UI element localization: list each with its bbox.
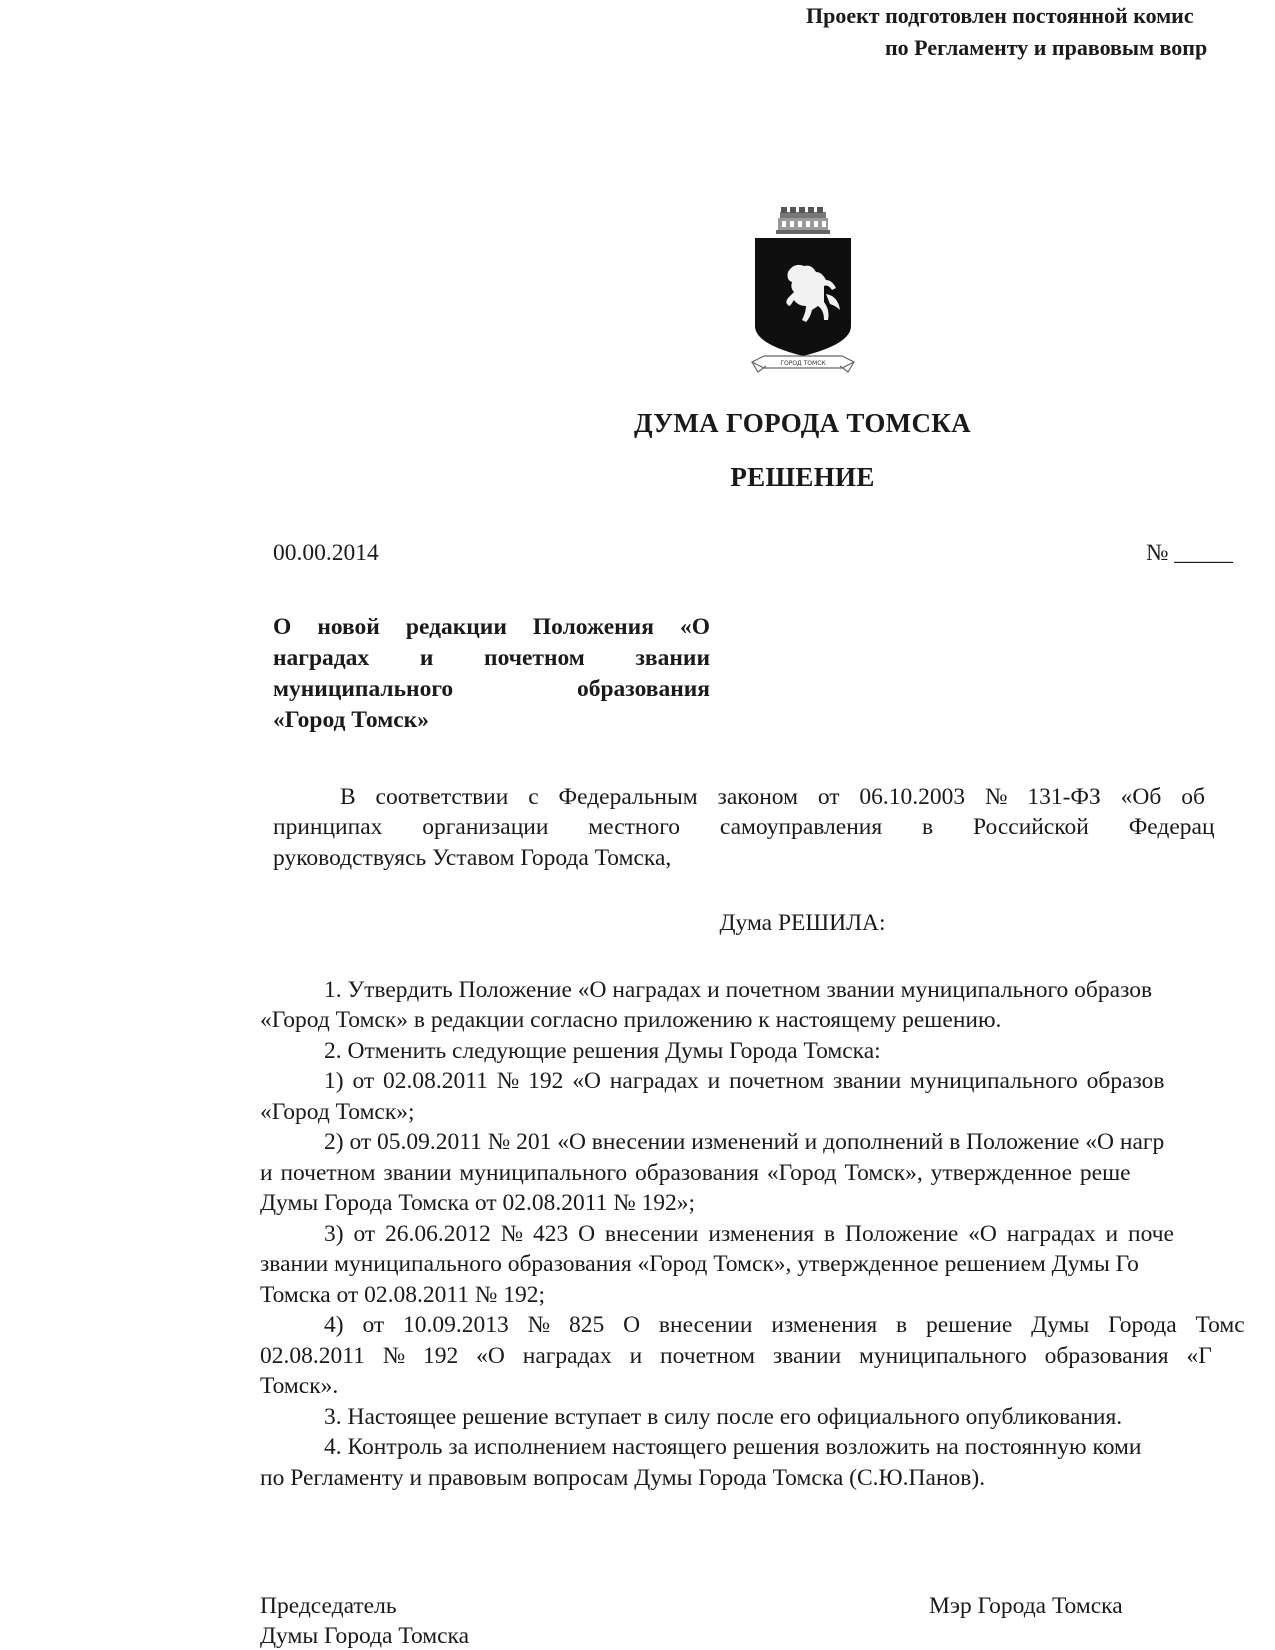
decided-heading: Дума РЕШИЛА: xyxy=(719,910,886,936)
tomsk-coat-of-arms-icon xyxy=(750,206,856,378)
project-note-line-1: Проект подготовлен постоянной комис xyxy=(806,3,1194,28)
body-line: Думы Города Томска от 02.08.2011 № 192»; xyxy=(260,1190,696,1216)
decision-number: № _____ xyxy=(1146,540,1234,566)
preamble-line: руководствуясь Уставом Города Томска, xyxy=(273,845,672,871)
body-line: и почетном звании муниципального образования «Город Томск», утвержденное реше xyxy=(260,1160,1131,1186)
chairman-org: Думы Города Томска xyxy=(260,1623,470,1649)
body-line: 1. Утвердить Положение «О наградах и почетном звании муниципального образов xyxy=(324,977,1153,1003)
body-line: Томск». xyxy=(260,1373,339,1399)
body-line: 3. Настоящее решение вступает в силу после его официального опубликования. xyxy=(324,1404,1123,1430)
subject-line: наградах и почетном звании xyxy=(273,645,710,671)
body-line: 4) от 10.09.2013 № 825 О внесении изменения в решение Думы Города Томс xyxy=(324,1312,1245,1338)
body-line: 3) от 26.06.2012 № 423 О внесении изменения в Положение «О наградах и поче xyxy=(324,1221,1174,1247)
svg-text:ГОРОД ТОМСК: ГОРОД ТОМСК xyxy=(780,360,826,367)
body-line: «Город Томск» в редакции согласно приложению к настоящему решению. xyxy=(260,1007,1002,1033)
subject-line: муниципального образования xyxy=(273,676,710,702)
doc-type-title: РЕШЕНИЕ xyxy=(730,462,875,492)
preamble-line: В соответствии с Федеральным законом от 06.10.2003 № 131-ФЗ «Об об xyxy=(340,784,1205,810)
org-title: ДУМА ГОРОДА ТОМСКА xyxy=(634,408,971,438)
preamble-line: принципах организации местного самоуправления в Российской Федерац xyxy=(273,814,1215,840)
chairman-title: Председатель xyxy=(260,1593,397,1619)
body-line: звании муниципального образования «Город Томск», утвержденное решением Думы Го xyxy=(260,1251,1139,1277)
subject-line: О новой редакции Положения «О xyxy=(273,614,710,640)
body-line: 2. Отменить следующие решения Думы Города Томска: xyxy=(324,1038,881,1064)
body-line: 4. Контроль за исполнением настоящего решения возложить на постоянную коми xyxy=(324,1434,1142,1460)
decision-subject xyxy=(273,612,710,736)
body-line: Томска от 02.08.2011 № 192; xyxy=(260,1282,545,1308)
decision-date: 00.00.2014 xyxy=(273,540,379,566)
body-line: «Город Томск»; xyxy=(260,1099,415,1125)
project-note-line-2: по Регламенту и правовым вопр xyxy=(885,35,1208,60)
body-line: по Регламенту и правовым вопросам Думы Города Томска (С.Ю.Панов). xyxy=(260,1465,986,1491)
body-line: 2) от 05.09.2011 № 201 «О внесении изменений и дополнений в Положение «О нагр xyxy=(324,1129,1165,1155)
mayor-title: Мэр Города Томска xyxy=(929,1593,1123,1619)
body-line: 02.08.2011 № 192 «О наградах и почетном звании муниципального образования «Г xyxy=(260,1343,1212,1369)
subject-line: «Город Томск» xyxy=(273,707,429,733)
body-line: 1) от 02.08.2011 № 192 «О наградах и почетном звании муниципального образов xyxy=(324,1068,1165,1094)
